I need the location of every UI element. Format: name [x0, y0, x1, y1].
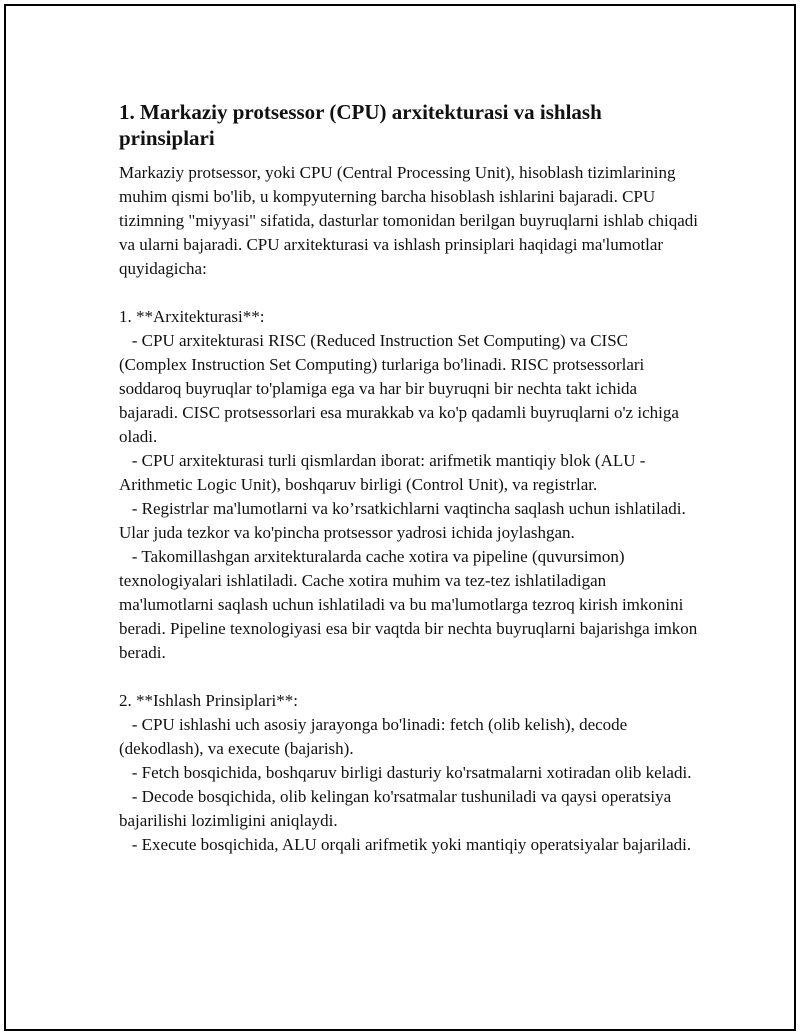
paragraph-gap	[119, 665, 699, 689]
section-1-item: - CPU arxitekturasi turli qismlardan iborat: arifmetik mantiqiy blok (ALU - Arithmetic Logic Unit), boshqaruv birligi (Control Unit), va registrlar.	[119, 451, 649, 494]
section-2-heading: 2. **Ishlash Prinsiplari**:	[119, 691, 298, 710]
page-frame	[4, 4, 796, 1031]
section-2-item: - Decode bosqichida, olib kelingan ko'rsatmalar tushuniladi va qaysi operatsiya bajarilishi lozimligini aniqlaydi.	[119, 787, 676, 830]
section-1-item: - CPU arxitekturasi RISC (Reduced Instruction Set Computing) va CISC (Complex Instruction Set Computing) turlariga bo'linadi. RISC protsessorlari soddaroq buyruqlar to'plamiga ega va har bir buyruqni bir nechta takt ichida bajaradi. CISC protsessorlari esa murakkab va ko'p qadamli buyruqlarni o'z ichiga oladi.	[119, 331, 684, 446]
section-1-heading: 1. **Arxitekturasi**:	[119, 307, 265, 326]
document-body	[119, 99, 703, 857]
document-title: 1. Markaziy protsessor (CPU) arxitekturasi va ishlash prinsiplari	[119, 100, 602, 150]
section-2-item: - Fetch bosqichida, boshqaruv birligi dasturiy ko'rsatmalarni xotiradan olib keladi.	[119, 763, 692, 782]
section-2-item: - CPU ishlashi uch asosiy jarayonga bo'linadi: fetch (olib kelish), decode (dekodlash), va execute (bajarish).	[119, 715, 632, 758]
paragraph-gap	[119, 281, 699, 305]
section-2-item: - Execute bosqichida, ALU orqali arifmetik yoki mantiqiy operatsiyalar bajariladi.	[119, 835, 692, 854]
section-1-item: - Registrlar ma'lumotlarni va ko’rsatkichlarni vaqtincha saqlash uchun ishlatiladi. Ular juda tezkor va ko'pincha protsessor yadrosi ichida joylashgan.	[119, 499, 690, 542]
intro-paragraph: Markaziy protsessor, yoki CPU (Central Processing Unit), hisoblash tizimlarining muhim qismi bo'lib, u kompyuterning barcha hisoblash ishlarini bajaradi. CPU tizimning "miyyasi" sifatida, dasturlar tomonidan berilgan buyruqlarni ishlab chiqadi va ularni bajaradi. CPU arxitekturasi va ishlash prinsiplari haqidagi ma'lumotlar quyidagicha:	[119, 163, 703, 278]
section-1-item: - Takomillashgan arxitekturalarda cache xotira va pipeline (quvursimon) texnologiyalari ishlatiladi. Cache xotira muhim va tez-tez ishlatiladigan ma'lumotlarni saqlash uchun ishlatiladi va bu ma'lumotlarga tezroq kirish imkonini beradi. Pipeline texnologiyasi esa bir vaqtda bir nechta buyruqlarni bajarishga imkon beradi.	[119, 547, 702, 662]
